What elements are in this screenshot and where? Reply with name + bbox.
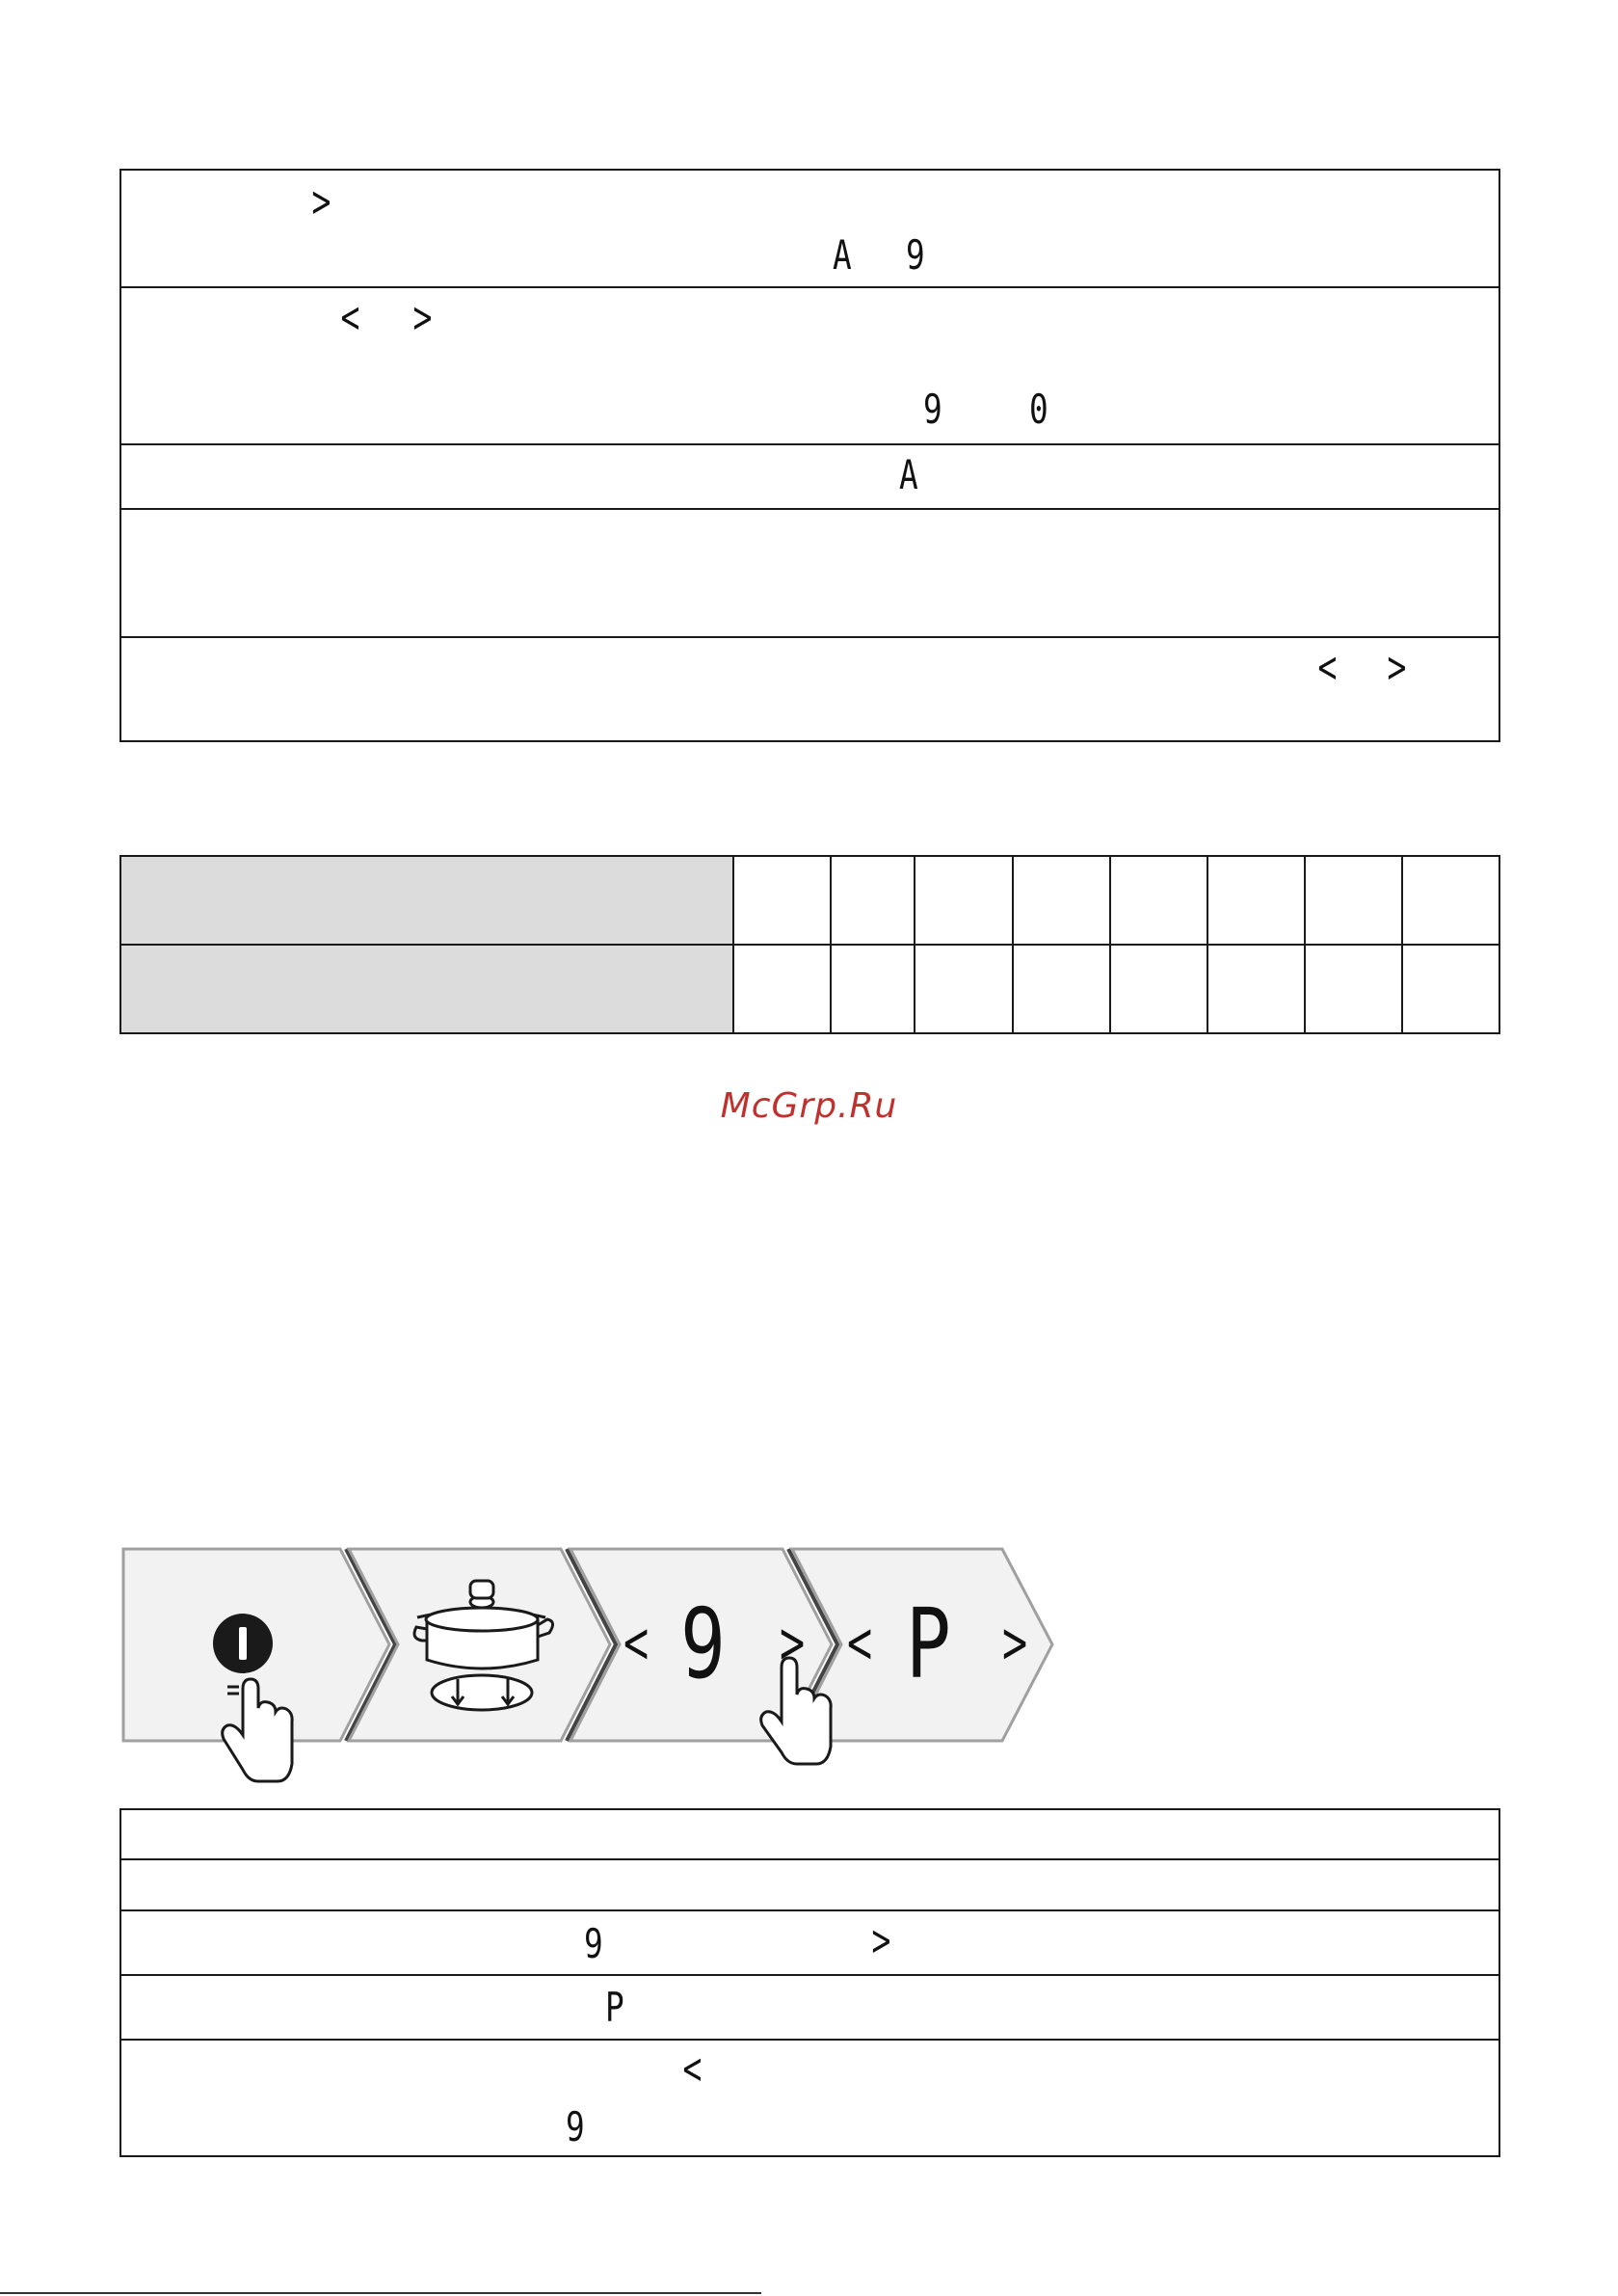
- row-divider: [119, 1909, 1500, 1911]
- row-divider: [119, 1974, 1500, 1976]
- instruction-table-bottom: [119, 1808, 1500, 2157]
- page-bottom-line: [0, 2292, 761, 2294]
- display-symbol-9: 9: [680, 1588, 726, 1700]
- display-symbol-a: A: [899, 451, 918, 498]
- display-symbol-9: 9: [566, 2103, 585, 2150]
- chevron-left-icon: <: [845, 1610, 875, 1675]
- chevron-right-icon: >: [411, 293, 434, 342]
- chevron-right-icon: >: [1386, 643, 1408, 692]
- chevron-left-icon: <: [622, 1610, 651, 1675]
- chevron-right-icon: >: [1000, 1610, 1030, 1675]
- row-divider: [119, 2039, 1500, 2041]
- chevron-right-icon: >: [310, 177, 332, 227]
- power-button-icon: [213, 1614, 273, 1673]
- chevron-right-icon: >: [870, 1916, 892, 1965]
- chevron-left-icon: <: [1316, 643, 1339, 692]
- display-symbol-p: P: [605, 1984, 624, 2031]
- row-divider: [119, 1858, 1500, 1860]
- watermark: McGrp.Ru: [720, 1086, 898, 1126]
- display-symbol-0: 0: [1029, 386, 1048, 433]
- display-symbol-p: P: [906, 1588, 951, 1700]
- chevron-left-icon: <: [681, 2044, 703, 2094]
- display-symbol-9: 9: [584, 1920, 603, 1967]
- chevron-left-icon: <: [339, 293, 361, 342]
- display-symbol-9: 9: [906, 231, 925, 279]
- display-symbol-a: A: [833, 231, 852, 279]
- display-symbol-9: 9: [923, 386, 942, 433]
- chevron-right-icon: >: [778, 1610, 808, 1675]
